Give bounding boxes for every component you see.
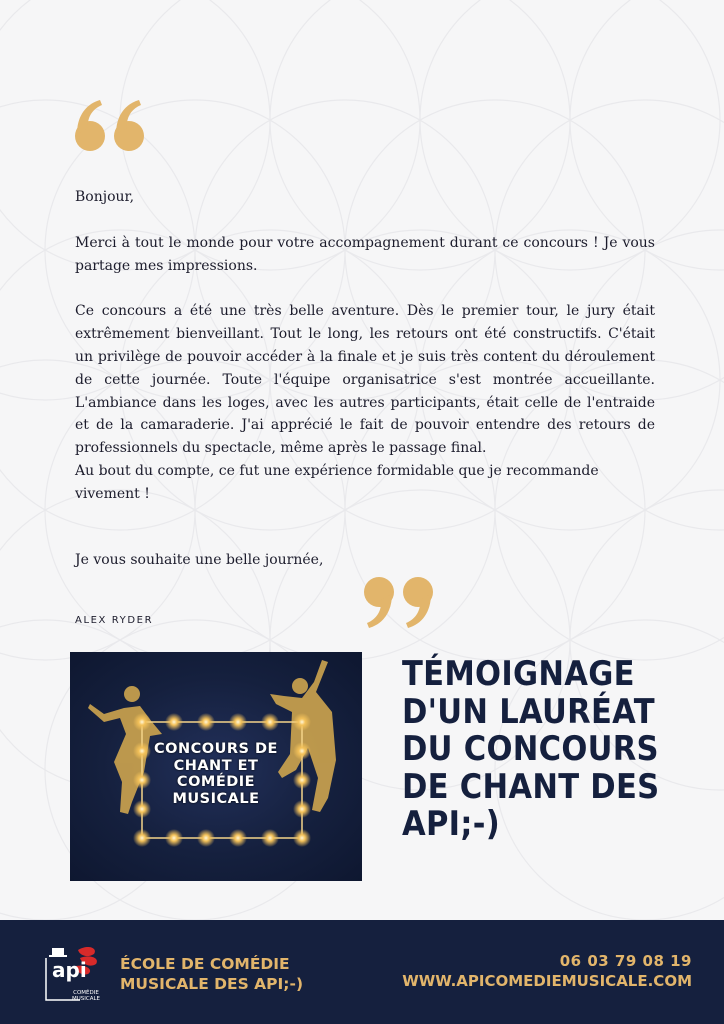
greeting: Bonjour, [75,189,135,205]
letter-body [75,186,655,506]
close-quote-icon [362,574,434,630]
poster-title: CONCOURS DE CHANT ET COMÉDIE MUSICALE [154,741,278,807]
school-line-2: MUSICALE DES API;-) [120,975,304,993]
phone-number[interactable]: 06 03 79 08 19 [559,952,692,970]
logo-subtext: COMÉDIE MUSICALE [71,990,101,1002]
letter-paragraph: Merci à tout le monde pour votre accompagnement durant ce concours ! Je vous partage mes impressions. [75,234,655,274]
author-name: ALEX RYDER [75,615,154,626]
footer [0,920,724,1024]
logo-text: api [52,958,87,982]
open-quote-icon [74,98,146,154]
website-link[interactable]: WWW.APICOMEDIEMUSICALE.COM [402,972,692,990]
letter-paragraph: Au bout du compte, ce fut une expérience formidable que je recommande vivement ! [75,462,599,502]
letter-paragraph: Ce concours a été une très belle aventure. Dès le premier tour, le jury était extrêmement bienveillant. Tout le long, les retours ont été constructifs. C'était un privilège de pouvoir accéder à la finale et je suis très content du déroulement de cette journée. Toute l'équipe organisatrice s'est montrée accueillante. L'ambiance dans les loges, avec les autres participants, était celle de l'entraide et de la camaraderie. J'ai apprécié le fait de pouvoir entendre des retours de professionnels du spectacle, même après le passage final. [75,303,655,457]
school-name [120,954,303,994]
api-logo-icon [40,942,104,1002]
school-line-1: ÉCOLE DE COMÉDIE [120,955,290,973]
contest-poster [70,652,362,881]
page-headline: TÉMOIGNAGE D'UN LAURÉAT DU CONCOURS DE CHANT DES API;-) [402,654,660,844]
signoff: Je vous souhaite une belle journée, [75,552,324,568]
